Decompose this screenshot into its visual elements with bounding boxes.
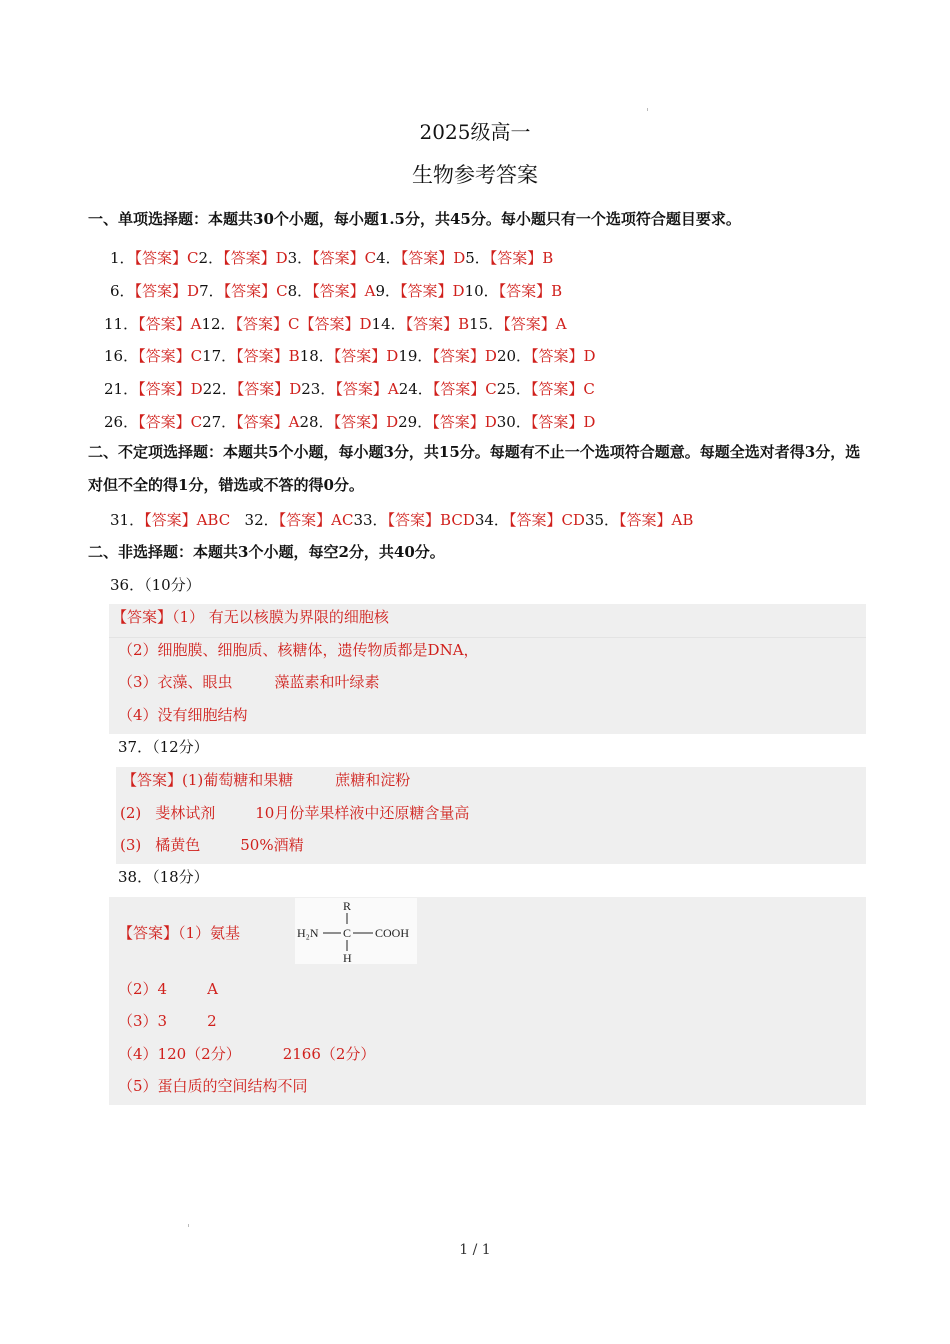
q38-head: 38．（18分） xyxy=(118,868,209,886)
page-title: 2025级高一 xyxy=(419,120,531,144)
answer-row-3: 11．【答案】A12．【答案】C【答案】D14．【答案】B15．【答案】A xyxy=(104,315,567,333)
q37-line-2: (2) 斐林试剂 10月份苹果样液中还原糖含量高 xyxy=(120,804,470,822)
q36-head: 36．（10分） xyxy=(110,576,201,594)
answer-row-5: 21．【答案】D22．【答案】D23．【答案】A24．【答案】C25．【答案】C xyxy=(104,380,595,398)
q38-line-5: （5）蛋白质的空间结构不同 xyxy=(118,1077,308,1095)
q37-line-3: (3) 橘黄色 50%酒精 xyxy=(120,836,304,854)
section3-heading: 二、非选择题：本题共3个小题，每空2分，共40分。 xyxy=(88,543,445,561)
amino-acid-structure-formula xyxy=(295,898,417,964)
q38-line-3: （3）3 2 xyxy=(118,1012,217,1030)
q38-line-2: （2）4 A xyxy=(118,980,218,998)
formula-amino-group: H₂N xyxy=(297,926,319,940)
answer-row-2: 6．【答案】D7．【答案】C8．【答案】A9．【答案】D10．【答案】B xyxy=(110,282,563,300)
q36-line-1: 【答案】（1） 有无以核膜为界限的细胞核 xyxy=(112,608,389,626)
decor-mark xyxy=(647,108,648,111)
page-subtitle: 生物参考答案 xyxy=(412,163,538,187)
answer-row-1: 1．【答案】C2．【答案】D3．【答案】C4．【答案】D5．【答案】B xyxy=(110,249,554,267)
amino-acid-structure-svg xyxy=(295,898,417,964)
formula-carboxyl-group: COOH xyxy=(375,926,410,940)
q38-line-4: （4）120（2分） 2166（2分） xyxy=(118,1045,376,1063)
q37-head: 37．（12分） xyxy=(118,738,209,756)
q36-line-2: （2）细胞膜、细胞质、核糖体，遗传物质都是DNA， xyxy=(118,641,479,659)
formula-hydrogen: H xyxy=(343,951,352,964)
q36-line-3: （3）衣藻、眼虫 藻蓝素和叶绿素 xyxy=(118,673,380,691)
formula-alpha-carbon: C xyxy=(343,926,352,940)
answer-row-7: 31．【答案】ABC 32．【答案】AC33．【答案】BCD34．【答案】CD35．【答案】AB xyxy=(110,511,694,529)
formula-r-group: R xyxy=(343,899,352,913)
answer-row-6: 26．【答案】C27．【答案】A28．【答案】D29．【答案】D30．【答案】D xyxy=(104,413,596,431)
q36-line-4: （4）没有细胞结构 xyxy=(118,706,248,724)
page-number: 1 / 1 xyxy=(459,1242,491,1258)
decor-mark-bottom xyxy=(188,1224,189,1227)
q38-line-1: 【答案】（1）氨基 xyxy=(118,924,241,942)
q37-line-1: 【答案】(1)葡萄糖和果糖 蔗糖和淀粉 xyxy=(122,771,411,789)
answer-row-4: 16．【答案】C17．【答案】B18．【答案】D19．【答案】D20．【答案】D xyxy=(104,347,596,365)
section1-heading: 一、单项选择题：本题共30个小题，每小题1.5分，共45分。每小题只有一个选项符合题目要求。 xyxy=(88,210,741,228)
section2-heading: 二、不定项选择题：本题共5个小题，每小题3分，共15分。每题有不止一个选项符合题意。每题全选对者得3分，选对但不全的得1分，错选或不答的得0分。 xyxy=(88,443,861,494)
